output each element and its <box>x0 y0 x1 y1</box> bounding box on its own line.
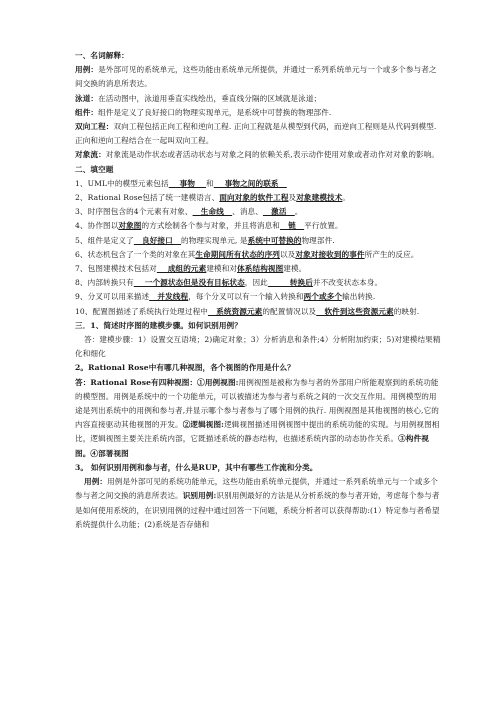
fill-answer: 并发线程 <box>149 292 189 302</box>
term-label: 泳道： <box>75 93 99 103</box>
question-2-answer <box>75 376 444 461</box>
fill-answer: 激活 <box>262 207 295 217</box>
fill-text: 以及 <box>279 249 296 259</box>
answer-text: 逻辑视图描述用例视图中提出的系统功能的实现。与用例视图相比，逻辑视图主要关注系统内部，它既描述系统的静态结构，也描述系统内部的动态协作关系。 <box>75 420 440 444</box>
fill-text: 10、配置图描述了系统执行处理过程中 <box>75 306 208 316</box>
fill-text: 的映射. <box>393 306 420 316</box>
fill-answer: 对象对接收到的事件 <box>295 249 365 259</box>
fill-text: 的物理实现单元, 是 <box>181 235 248 245</box>
fill-text: 并不改变状态本身。 <box>312 278 383 288</box>
fill-text: 、消息、 <box>232 207 263 217</box>
term-label: 组件： <box>75 107 99 117</box>
fill-text: 和 <box>206 178 214 188</box>
fill-answer: 生命线 <box>192 207 233 217</box>
fill-item-1 <box>75 177 444 191</box>
fill-text: 的配置情况以及 <box>262 306 317 316</box>
fill-text: ，每个分叉可以有一个输入转换和 <box>188 292 304 302</box>
fill-text: 5、组件是定义了 <box>75 235 134 245</box>
section-heading-fill: 二、填空题 <box>75 164 114 174</box>
fill-text: ，因此 <box>244 278 268 288</box>
fill-answer: 事物之间的联系 <box>213 178 287 188</box>
fill-answer: 成组的元素 <box>156 264 207 274</box>
question-2-heading: 2。Rational Rose中有哪几种视图，各个视图的作用是什么？ <box>75 363 295 373</box>
fill-text: 建模。 <box>283 264 307 274</box>
fill-answer: 一个源状态但是没有目标状态 <box>133 278 245 288</box>
fill-text: 2、Rational Rose包括了统一建模语言、 <box>75 193 220 203</box>
answer-label: 识别用例: <box>182 491 217 501</box>
term-text: 组件是定义了良好接口的物理实现单元，是系统中可替换的物理部件. <box>98 107 332 117</box>
fill-text: 。 <box>342 193 351 203</box>
section-heading-terms: 一、名词解释： <box>75 51 129 60</box>
fill-text: 物理部件. <box>301 235 335 245</box>
fill-answer: 体系结构视图 <box>237 264 284 274</box>
fill-text: 3、时序图包含的4个元素有对象、 <box>75 207 193 217</box>
term-text: 双向工程包括正向工程和逆向工程. 正向工程就是从模型到代码，而逆向工程则是从代码到模型. 正向和逆向工程结合在一起叫双向工程。 <box>75 122 439 146</box>
answer-label: 用例： <box>84 477 108 487</box>
fill-answer: 软件到这些资源元素 <box>316 306 394 316</box>
fill-text: 的方式绘制各个参与对象，并且将消息和 <box>141 221 280 231</box>
fill-answer: 系统资源元素 <box>207 306 263 316</box>
term-swimlane <box>75 92 444 106</box>
term-objectflow <box>75 148 444 162</box>
fill-item-8 <box>75 276 444 290</box>
question-1-answer: 答：建模步骤：1）设置交互语境；2)确定对象；3）分析消息和条件;4）分析附加约束；5)对建模结果精化和细化 <box>75 335 441 359</box>
fill-item-4 <box>75 219 444 233</box>
fill-item-7 <box>75 262 444 276</box>
question-3-heading: 3。 如何识别用例和参与者，什么是RUP，其中有哪些工作流和分类。 <box>75 462 318 472</box>
fill-text: 8、内部转换只有 <box>75 278 134 288</box>
fill-item-6 <box>75 248 444 262</box>
question-1-heading: 三．1、简述时序图的建模步骤。如何识别用例？ <box>75 320 242 330</box>
term-label: 双向工程： <box>75 122 114 132</box>
fill-text: 4、协作图以 <box>75 221 119 231</box>
fill-answer: 链 <box>280 221 305 231</box>
term-component <box>75 106 444 120</box>
fill-text: 平行放置。 <box>304 221 343 231</box>
fill-answer: 良好接口 <box>133 235 182 245</box>
fill-answer: 系统中可替换的 <box>247 235 302 245</box>
fill-answer: 对象图 <box>118 221 142 231</box>
answer-label: ②逻辑视图: <box>182 420 225 430</box>
term-label: 用例： <box>75 65 99 75</box>
fill-text: 6、状态机包含了一个类的对象在其 <box>75 249 196 259</box>
answer-text: 用例视图是被称为参与者的外部用户所能观察到的系统功能的模型图。用例是系统中的一个功能单元，可以被描述为参与者与系统之间的一次交互作用。用例模型的用途是列出系统中的用例和参与者,并显示哪个参与者参与了哪个用例的执行. 用例视图是其他视图的核心,它的内容直接驱动其他视图的开发。 <box>75 377 439 430</box>
term-text: 是外部可见的系统单元，这些功能由系统单元所提供，并通过一系列系统单元与一个或多个参与者之间交换的消息所表达。 <box>75 65 437 89</box>
fill-text: 1、UML中的模型元素包括 <box>75 178 169 188</box>
fill-text: 所产生的反应。 <box>364 249 419 259</box>
fill-item-3 <box>75 205 444 219</box>
answer-text: 用例是外部可见的系统功能单元，这些功能由系统单元提供，并通过一系列系统单元与一个或多个参与者之间交换的消息所表达。 <box>75 477 438 501</box>
answer-label: ③构件视图。④部署视图 <box>75 434 429 458</box>
question-3-answer <box>75 475 444 532</box>
term-label: 对象流： <box>75 150 106 160</box>
fill-item-5 <box>75 234 444 248</box>
fill-answer: 转换后 <box>267 278 313 288</box>
fill-text: 9、分叉可以用来描述 <box>75 292 150 302</box>
fill-item-10 <box>75 305 444 319</box>
fill-answer: 对象建模技术 <box>296 193 343 203</box>
fill-item-9 <box>75 290 444 304</box>
term-text: 对象流是动作状态或者活动状态与对象之间的依赖关系,表示动作使用对象或者动作对对象的影响。 <box>105 150 440 160</box>
fill-text: 。 <box>294 207 303 217</box>
fill-text: 建模和对 <box>206 264 238 274</box>
fill-text: 输出转换. <box>342 292 376 302</box>
term-usecase <box>75 63 444 91</box>
fill-answer: 事物 <box>168 178 207 188</box>
fill-answer: 生命期间所有状态的序列 <box>195 249 280 259</box>
answer-label: 答：Rational Rose有四种视图：①用例视图: <box>75 377 239 387</box>
answer-text: 识别用例最好的方法是从分析系统的参与者开始，考虑每个参与者是如何使用系统的，在识别用例的过程中通过回答一下问题，系统分析者可以获得帮助:(1）特定参与者希望系统提供什么功能；(2)系统是否存储和 <box>75 491 440 529</box>
fill-answer: 面向对象的软件工程 <box>219 193 289 203</box>
term-text: 在活动图中，泳道用垂直实线绘出，垂直线分隔的区域就是泳道； <box>98 93 322 103</box>
fill-item-2 <box>75 191 444 205</box>
fill-text: 7、包图建模技术包括对 <box>75 264 157 274</box>
term-roundtrip <box>75 120 444 148</box>
fill-answer: 两个或多个 <box>303 292 343 302</box>
fill-text: 及 <box>288 193 297 203</box>
